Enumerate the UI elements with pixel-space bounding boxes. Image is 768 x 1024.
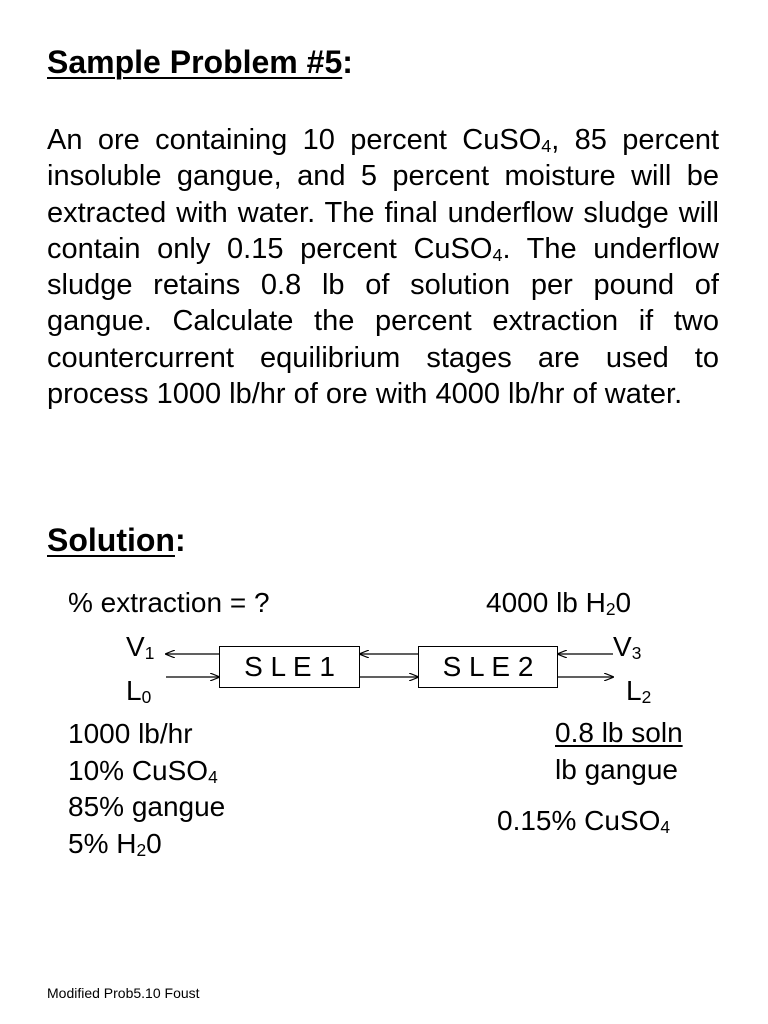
feed-cuso4 [68,753,225,790]
l2-sub: 2 [641,687,652,708]
underflow-cuso4-main: 0.15% CuSO [497,805,661,836]
feed-water-main: 5% H [68,827,137,859]
feed-rate: 1000 lb/hr [68,718,193,749]
underflow-cuso4 [497,806,670,836]
footer-source: Modified Prob5.10 Foust [47,985,200,1001]
l2-main: L [626,675,642,706]
problem-title-colon: : [342,44,353,80]
underflow-ratio-numerator-text: 0.8 lb soln [555,717,683,748]
problem-text-part: , 85 percent insoluble gangue, and 5 percent moisture will be extracted with water. The final underflow sludge will contain only 0.15 percent CuSO [47,124,720,265]
water-in-main: 4000 lb H [486,587,606,618]
underflow-ratio-denominator: lb gangue [555,754,679,785]
stage-2-box [418,646,558,688]
stage-2-label: S L E 2 [442,651,534,682]
problem-text-part: An ore containing 10 percent CuSO [47,124,542,156]
l0-main: L [126,675,142,706]
problem-subscript: 4 [492,245,503,266]
stage-1-label: S L E 1 [244,651,335,682]
feed-water-tail: 0 [146,827,162,859]
problem-subscript: 4 [541,136,552,157]
underflow-cuso4-sub: 4 [660,817,671,838]
underflow-ratio-numerator [555,718,683,748]
l0-sub: 0 [141,687,152,708]
feed-cuso4-main: 10% CuSO [68,754,209,786]
feed-water-sub: 2 [136,839,147,860]
stage-1-box [219,646,360,688]
v3-main: V [613,631,632,662]
feed-gangue: 85% gangue [68,791,226,822]
solution-title-colon: : [174,522,186,558]
problem-title-text: Sample Problem #5 [47,44,343,80]
feed-cuso4-sub: 4 [208,766,218,787]
v3-sub: 3 [631,643,642,664]
solution-title-text: Solution [47,522,175,558]
water-in-tail: 0 [615,587,632,618]
feed-water [68,826,225,863]
v1-sub: 1 [144,643,155,664]
v1-main: V [126,631,145,662]
extraction-label: % extraction = ? [68,587,270,618]
problem-text-part: . The underflow sludge retains 0.8 lb of solution per pound of gangue. Calculate the percent extraction if two countercurrent equilibrium stages are used to process 1000 lb/hr of ore with 4000 lb/hr of water. [47,232,719,411]
water-in-sub: 2 [605,599,616,620]
feed-composition [68,716,225,862]
